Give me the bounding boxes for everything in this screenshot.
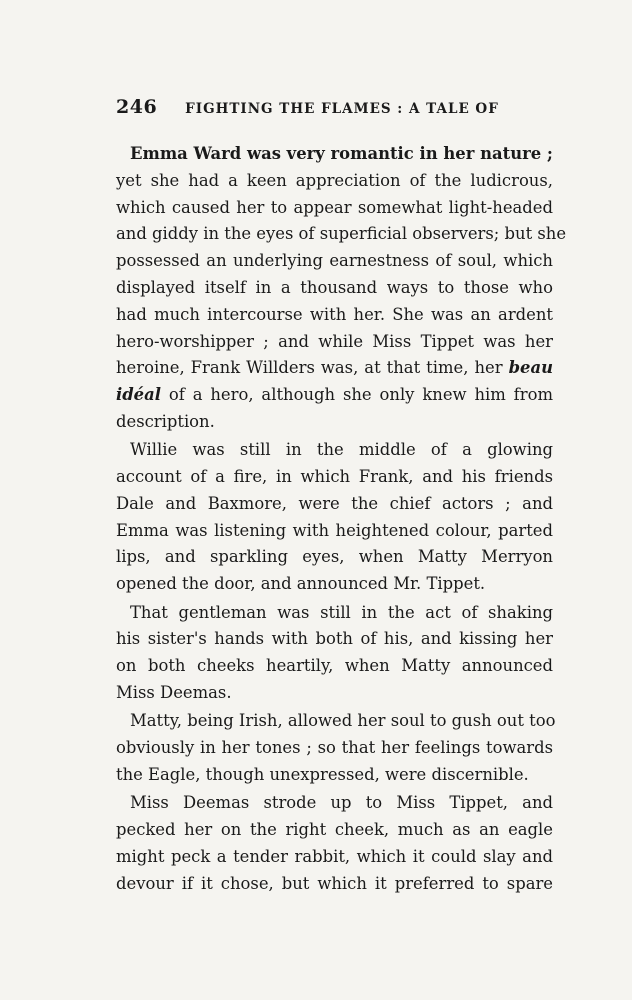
- text-line: obviously in her tones ; so that her feelings towards: [116, 738, 553, 758]
- text-line: Miss Deemas strode up to Miss Tippet, and: [130, 793, 553, 813]
- text-line: had much intercourse with her. She was an ardent: [116, 304, 553, 324]
- text-line: possessed an underlying earnestness of soul, which: [116, 251, 553, 271]
- text-line: Miss Deemas.: [116, 682, 232, 702]
- text-line: account of a fire, in which Frank, and his friends: [116, 467, 553, 487]
- text-line: yet she had a keen appreciation of the ludicrous,: [116, 170, 553, 190]
- text-line: Dale and Baxmore, were the chief actors ; and: [116, 493, 553, 513]
- page-header: [116, 96, 556, 120]
- text-line: hero-worshipper ; and while Miss Tippet was her: [116, 331, 553, 351]
- text-line: idéal of a hero, although she only knew him from: [116, 385, 553, 405]
- body-text: [116, 141, 567, 897]
- text-line: Emma Ward was very romantic in her nature ;: [130, 144, 553, 163]
- text-line: heroine, Frank Willders was, at that time, her beau: [116, 358, 553, 378]
- italic-word: idéal: [116, 385, 161, 405]
- text-line: opened the door, and announced Mr. Tippet.: [116, 574, 486, 594]
- text-line: description.: [116, 411, 215, 431]
- text-line: the Eagle, though unexpressed, were discernible.: [116, 764, 529, 784]
- text-line: Matty, being Irish, allowed her soul to gush out too: [130, 711, 556, 731]
- text-line: on both cheeks heartily, when Matty announced: [116, 656, 553, 676]
- text-line: his sister's hands with both of his, and kissing her: [116, 629, 553, 649]
- text-line: Willie was still in the middle of a glowing: [130, 440, 553, 460]
- text-line: and giddy in the eyes of superficial observers; but she: [116, 224, 567, 244]
- text-line: might peck a tender rabbit, which it could slay and: [116, 846, 553, 866]
- page-number: 246: [116, 96, 158, 118]
- text-line: displayed itself in a thousand ways to those who: [116, 277, 553, 297]
- text-line: Emma was listening with heightened colour, parted: [116, 520, 553, 540]
- text-line: That gentleman was still in the act of shaking: [130, 602, 553, 622]
- running-head: FIGHTING THE FLAMES : A TALE OF: [185, 101, 499, 117]
- text-line: which caused her to appear somewhat light-headed: [116, 197, 553, 217]
- text-line: devour if it chose, but which it preferred to spare: [116, 873, 553, 893]
- italic-word: beau: [508, 358, 553, 378]
- text-line: lips, and sparkling eyes, when Matty Merryon: [116, 547, 553, 567]
- text-line: pecked her on the right cheek, much as an eagle: [116, 819, 553, 839]
